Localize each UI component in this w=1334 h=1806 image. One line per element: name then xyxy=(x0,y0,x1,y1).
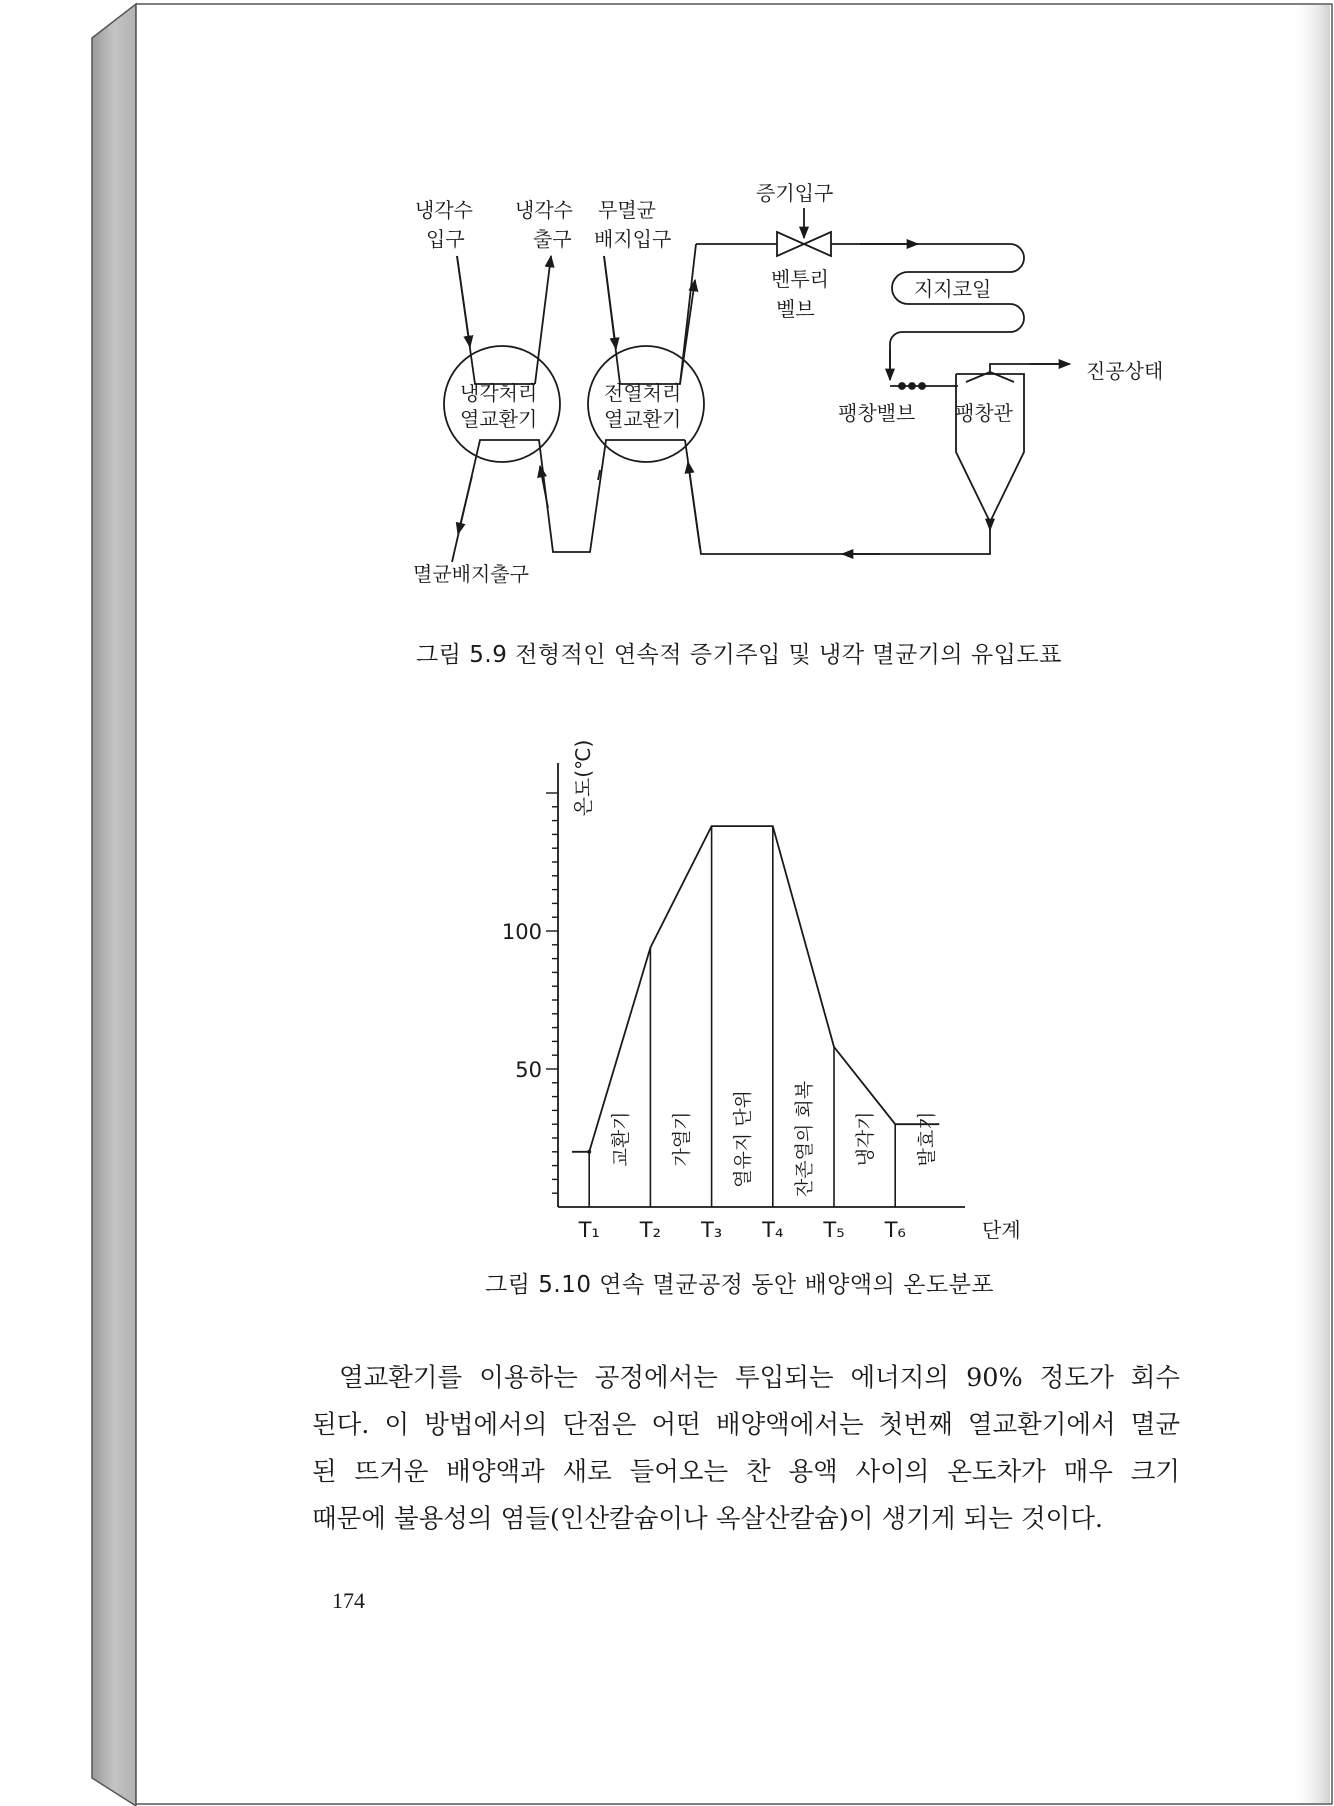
label-cooling-water-inlet-2: 입구 xyxy=(426,227,465,251)
figure-caption-5-10: 그림 5.10 연속 멸균공정 동안 배양액의 온도분포 xyxy=(485,1272,995,1298)
stage-label: 열유지 단위 xyxy=(732,1090,755,1188)
label-cooling-hx-1: 냉각처리 xyxy=(460,381,538,405)
y-tick-label: 50 xyxy=(515,1058,542,1082)
x-tick-label: T₃ xyxy=(700,1218,723,1242)
label-heating-hx-2: 열교환기 xyxy=(604,407,682,431)
label-expansion-valve: 팽창밸브 xyxy=(838,401,916,425)
body-paragraph xyxy=(312,1355,1180,1543)
label-steam-inlet: 증기입구 xyxy=(756,181,834,205)
label-heating-hx-1: 전열처리 xyxy=(604,381,682,405)
body-line-2: 된다. 이 방법에서의 단점은 어떤 배양액에서는 첫번째 열교환기에서 멸균 xyxy=(312,1410,1180,1440)
label-raw-medium-inlet-1: 무멸균 xyxy=(598,198,656,222)
label-raw-medium-inlet-2: 배지입구 xyxy=(594,227,672,251)
x-tick-label: T₂ xyxy=(639,1218,662,1242)
label-venturi-1: 벤투리 xyxy=(771,267,829,291)
stage-label: 가열기 xyxy=(671,1111,693,1167)
stage-label: 냉각기 xyxy=(854,1111,877,1167)
label-cooling-water-outlet-1: 냉각수 xyxy=(515,198,573,222)
body-line-3: 된 뜨거운 배양액과 새로 들어오는 찬 용액 사이의 온도차가 매우 크기 xyxy=(312,1457,1180,1487)
y-tick-label: 100 xyxy=(501,920,542,944)
body-line-1: 열교환기를 이용하는 공정에서는 투입되는 에너지의 90% 정도가 회수 xyxy=(339,1363,1180,1393)
x-tick-label: T₄ xyxy=(762,1218,784,1242)
label-vacuum: 진공상태 xyxy=(1086,359,1164,383)
body-line-4: 때문에 불용성의 염들(인산칼슘이나 옥살산칼슘)이 생기게 되는 것이다. xyxy=(312,1504,1103,1534)
label-expansion-tank: 팽창관 xyxy=(955,401,1013,425)
x-tick-label: T₅ xyxy=(823,1218,845,1242)
page-number: 174 xyxy=(332,1588,365,1613)
label-holding-coil: 지지코일 xyxy=(914,277,992,301)
stage-label: 잔존열의 회복 xyxy=(793,1080,816,1198)
x-tick-label: T₁ xyxy=(578,1218,600,1242)
stage-label: 교환기 xyxy=(609,1111,632,1167)
label-venturi-2: 벨브 xyxy=(776,297,815,321)
label-cooling-water-inlet-1: 냉각수 xyxy=(415,198,473,222)
label-cooling-hx-2: 열교환기 xyxy=(460,407,538,431)
x-tick-label: T₆ xyxy=(884,1218,906,1242)
y-axis-label: 온도(℃) xyxy=(571,739,595,817)
label-sterile-medium-outlet: 멸균배지출구 xyxy=(413,562,529,586)
temperature-series-line xyxy=(572,826,939,1152)
stage-label: 발효기 xyxy=(915,1111,938,1167)
figure-caption-5-9: 그림 5.9 전형적인 연속적 증기주입 및 냉각 멸균기의 유입도표 xyxy=(416,642,1062,668)
label-cooling-water-outlet-2: 출구 xyxy=(533,227,572,251)
x-axis-label: 단계 xyxy=(982,1218,1021,1242)
